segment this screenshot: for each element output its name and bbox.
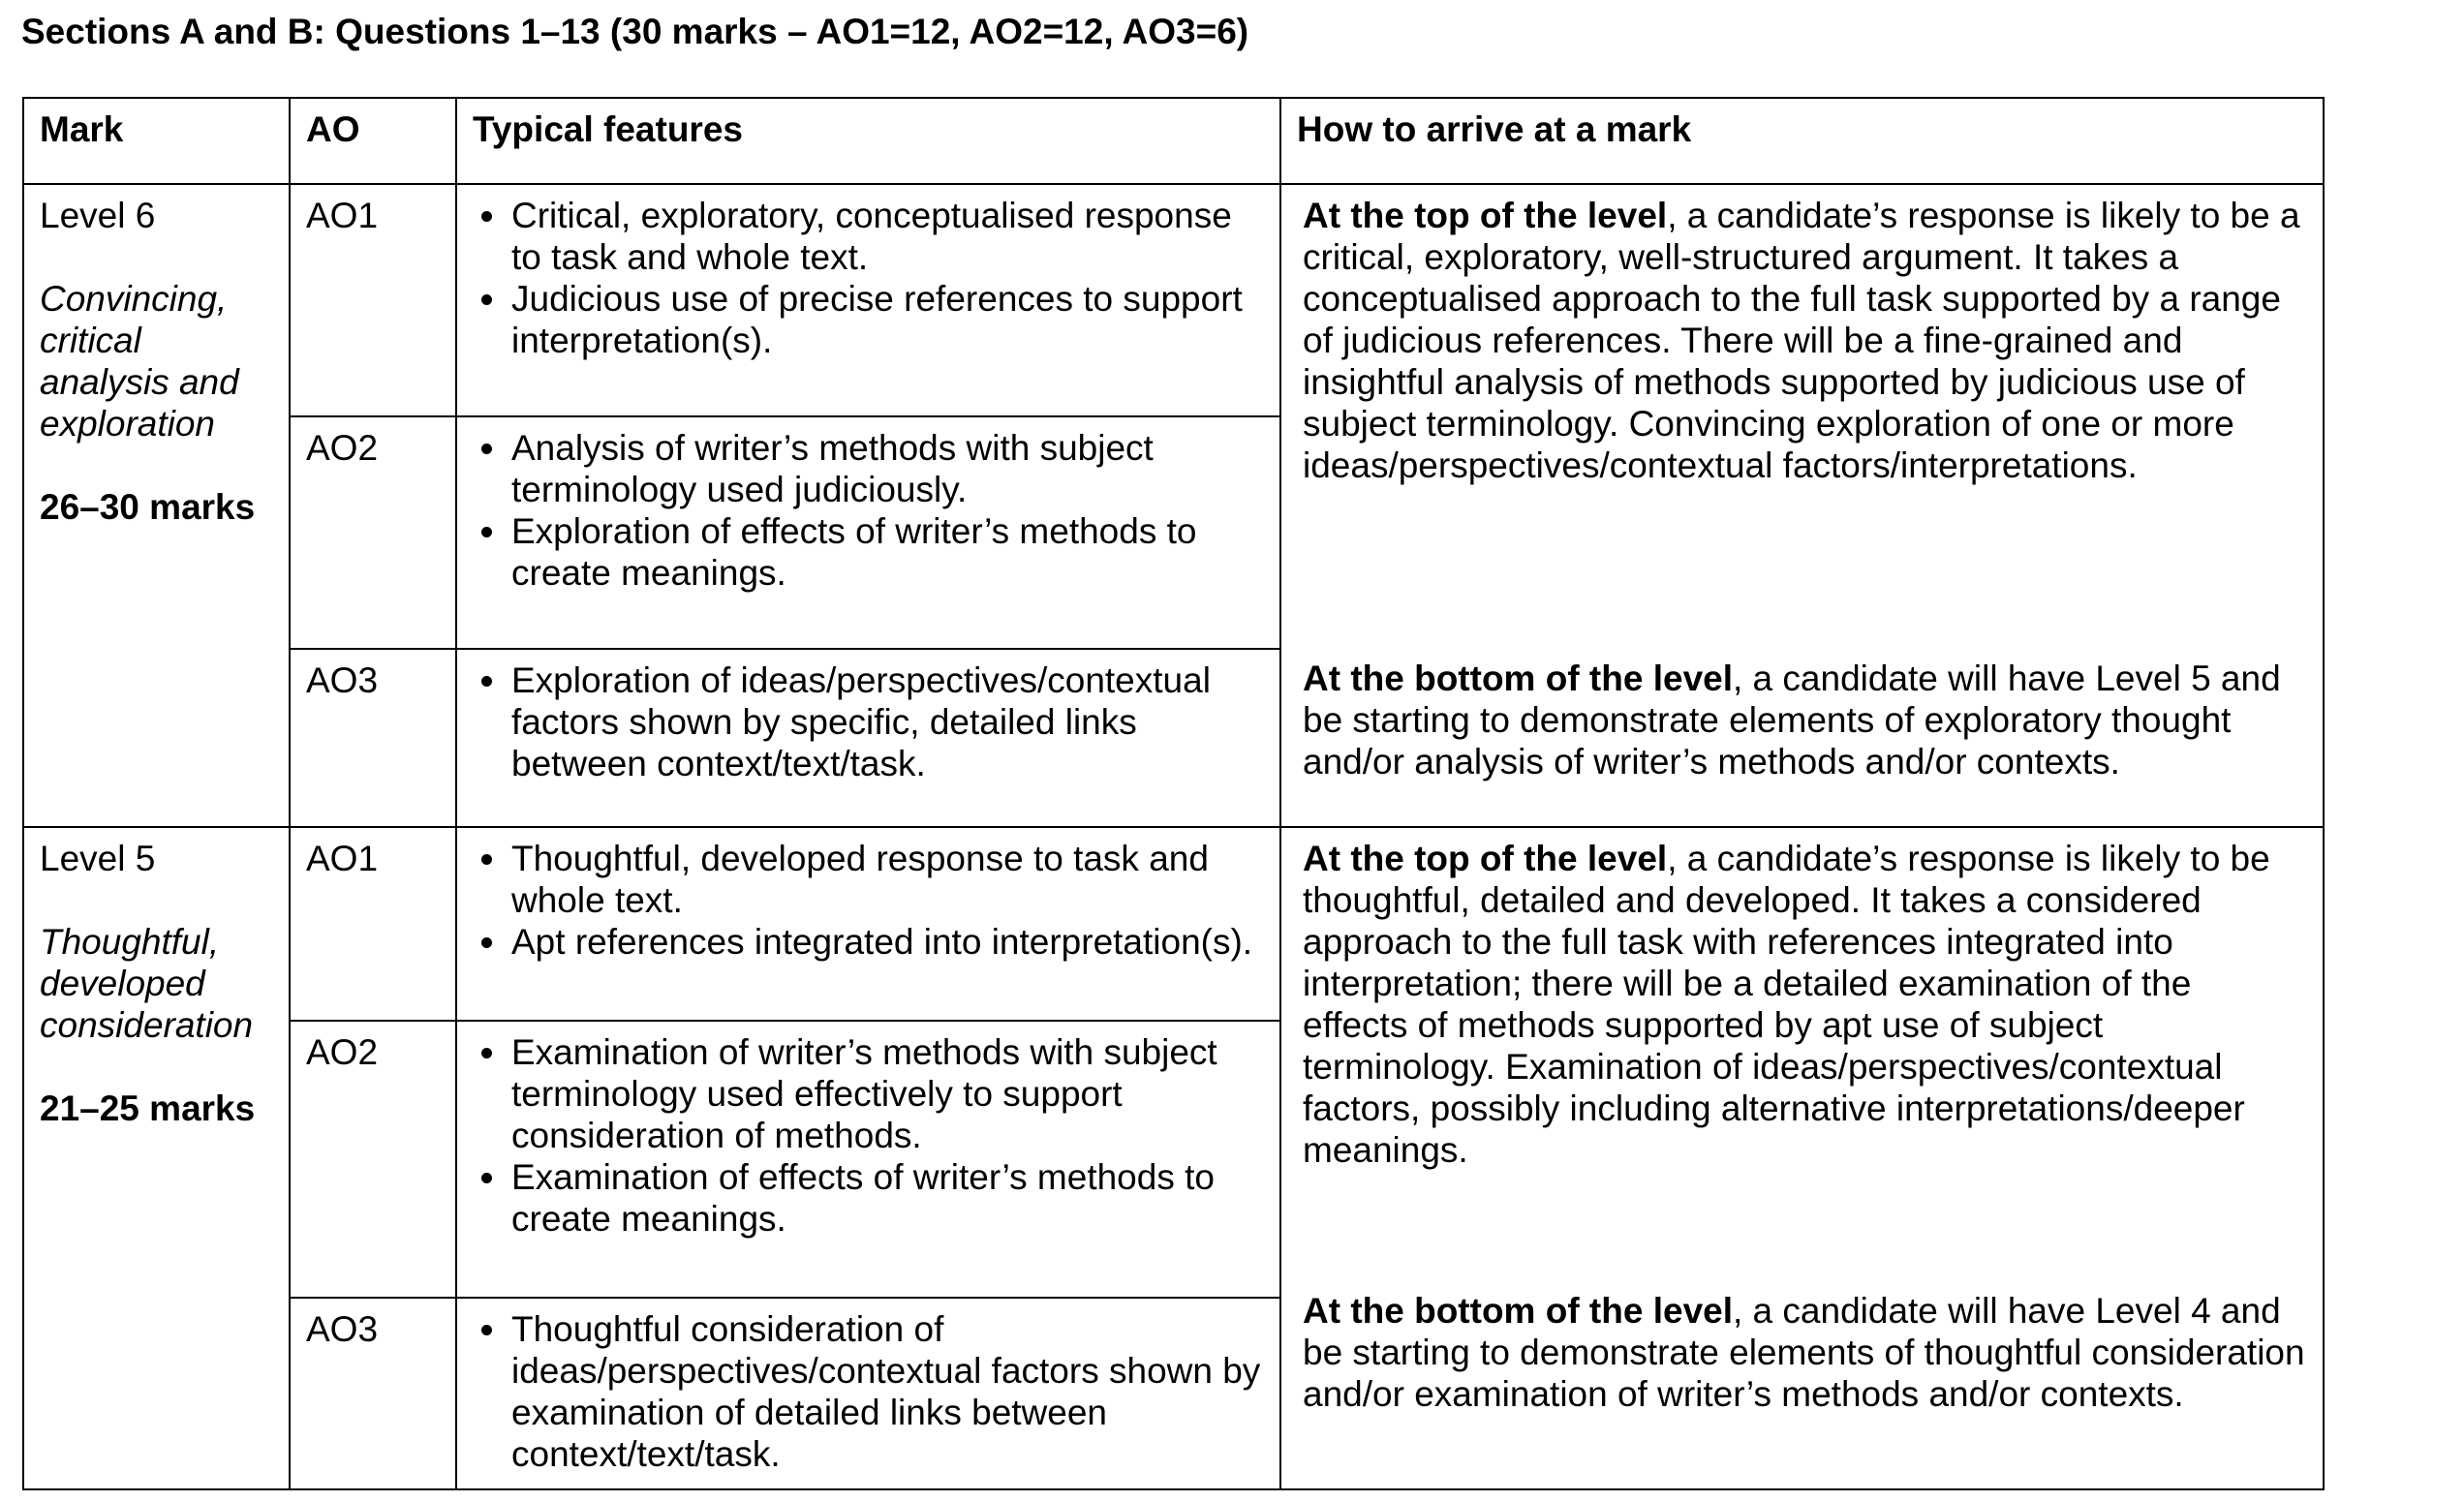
page-title: Sections A and B: Questions 1–13 (30 marks – AO1=12, AO2=12, AO3=6) — [21, 12, 1249, 51]
top-of-level-text — [1303, 838, 2305, 1171]
feature-item: • Critical, exploratory, conceptualised response to task and whole text. — [509, 195, 1264, 278]
top-of-level-body: , a candidate’s response is likely to be a critical, exploratory, well-structured argument. It takes a conceptualised approach to the full task supported by a range of judicious references. There will be a fine-grained and insightful analysis of methods supported by judicious use of subject terminology. Convincing exploration of one or more ideas/perspectives/contextual factors/interpretations. — [1303, 196, 2300, 485]
header-ao: AO — [290, 98, 456, 184]
features-cell — [456, 416, 1280, 649]
level-marks: 21–25 marks — [40, 1088, 256, 1128]
bottom-of-level-body: , a candidate will have Level 4 and be starting to demonstrate elements of thoughtful consideration and/or examination of writer’s methods and/or contexts. — [1303, 1291, 2305, 1414]
feature-item: • Apt references integrated into interpretation(s). — [509, 921, 1264, 963]
feature-item: • Examination of writer’s methods with subject terminology used effectively to support consideration of methods. — [509, 1031, 1264, 1156]
mark-scheme-table — [22, 97, 2325, 1490]
ao-label: AO3 — [290, 649, 456, 827]
feature-list — [473, 427, 1264, 594]
level-descriptor: Convincing, critical analysis and exploration — [40, 279, 239, 444]
bottom-of-level-lead: At the bottom of the level — [1303, 659, 1733, 698]
table-row — [23, 827, 2324, 1021]
features-cell — [456, 184, 1280, 416]
bottom-of-level-lead: At the bottom of the level — [1303, 1291, 1733, 1331]
bottom-of-level-body: , a candidate will have Level 5 and be starting to demonstrate elements of exploratory thought and/or analysis of writer’s methods and/or contexts. — [1303, 659, 2281, 782]
top-of-level-body: , a candidate’s response is likely to be thoughtful, detailed and developed. It takes a considered approach to the full task with references integrated into interpretation; there will be a detailed examination of the effects of methods supported by apt use of subject terminology. Examination of ideas/perspectives/contextual factors, possibly including alternative interpretations/deeper meanings. — [1303, 839, 2270, 1170]
feature-item: • Exploration of effects of writer’s methods to create meanings. — [509, 510, 1264, 594]
feature-item: • Examination of effects of writer’s methods to create meanings. — [509, 1156, 1264, 1240]
level-descriptor: Thoughtful, developed consideration — [40, 922, 254, 1045]
arrive-cell — [1280, 827, 2324, 1489]
level-label: Level 5 — [40, 839, 156, 878]
ao-label: AO2 — [290, 416, 456, 649]
header-mark: Mark — [23, 98, 290, 184]
top-of-level-lead: At the top of the level — [1303, 839, 1668, 878]
feature-list — [473, 1308, 1264, 1475]
feature-list — [473, 659, 1264, 784]
header-how-to-arrive: How to arrive at a mark — [1280, 98, 2324, 184]
features-cell — [456, 649, 1280, 827]
feature-item: • Thoughtful, developed response to task and whole text. — [509, 838, 1264, 921]
features-cell — [456, 1298, 1280, 1489]
feature-item: • Analysis of writer’s methods with subject terminology used judiciously. — [509, 427, 1264, 510]
features-cell — [456, 1021, 1280, 1298]
feature-item: • Exploration of ideas/perspectives/contextual factors shown by specific, detailed links between context/text/task. — [509, 659, 1264, 784]
feature-list — [473, 1031, 1264, 1240]
level-label: Level 6 — [40, 196, 156, 235]
feature-list — [473, 838, 1264, 963]
ao-label: AO1 — [290, 184, 456, 416]
level-marks: 26–30 marks — [40, 487, 256, 527]
ao-label: AO1 — [290, 827, 456, 1021]
arrive-cell — [1280, 184, 2324, 827]
bottom-of-level-text — [1303, 1290, 2305, 1415]
level-5-cell — [23, 827, 290, 1489]
header-typical-features: Typical features — [456, 98, 1280, 184]
feature-list — [473, 195, 1264, 361]
bottom-of-level-text — [1303, 658, 2305, 782]
features-cell — [456, 827, 1280, 1021]
table-header-row — [23, 98, 2324, 184]
ao-label: AO2 — [290, 1021, 456, 1298]
top-of-level-lead: At the top of the level — [1303, 196, 1668, 235]
top-of-level-text — [1303, 195, 2305, 486]
ao-label: AO3 — [290, 1298, 456, 1489]
level-6-cell — [23, 184, 290, 827]
feature-item: • Judicious use of precise references to support interpretation(s). — [509, 278, 1264, 361]
table-row — [23, 184, 2324, 416]
feature-item: • Thoughtful consideration of ideas/perspectives/contextual factors shown by examination of detailed links between context/text/task. — [509, 1308, 1264, 1475]
